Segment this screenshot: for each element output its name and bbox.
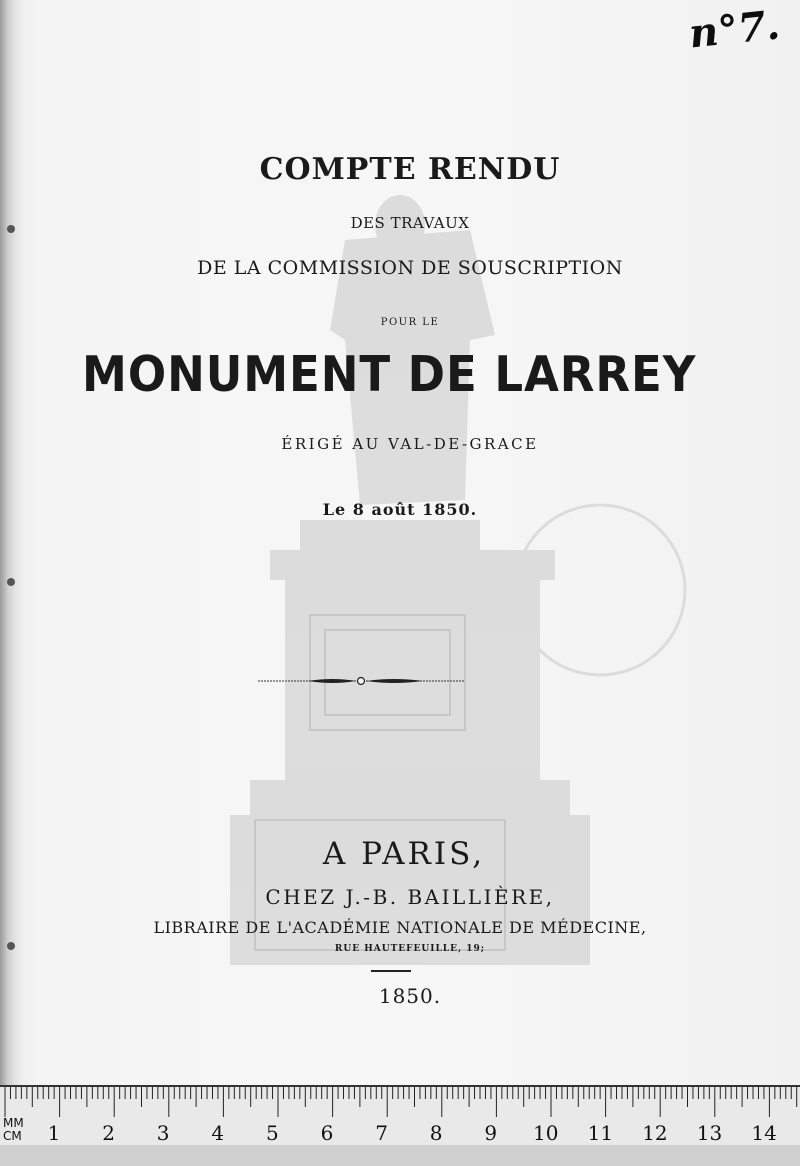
imprint-year: 1850. [378, 984, 442, 1008]
ruler-number: 9 [484, 1121, 498, 1145]
ruler-base [0, 1145, 800, 1166]
title-date: Le 8 août 1850. [322, 500, 478, 519]
title-des-travaux: DES TRAVAUX [350, 214, 470, 232]
imprint-role: LIBRAIRE DE L'ACADÉMIE NATIONALE DE MÉDECINE, [153, 918, 647, 937]
ruler-unit-cm: CM [3, 1129, 22, 1143]
ruler-number: 1 [47, 1121, 61, 1145]
handwritten-note: n°7. [686, 1, 783, 58]
ornament-divider [258, 674, 464, 688]
ruler-number: 2 [102, 1121, 115, 1145]
imprint-address: RUE HAUTEFEUILLE, 19; [334, 944, 486, 954]
imprint-rule [371, 970, 411, 972]
title-monument: MONUMENT DE LARREY [82, 346, 697, 403]
ruler-number: 12 [642, 1121, 668, 1145]
ruler-number: 7 [375, 1121, 388, 1145]
title-pour-le: POUR LE [380, 317, 440, 328]
ruler-number: 8 [429, 1121, 443, 1145]
title-commission: DE LA COMMISSION DE SOUSCRIPTION [197, 257, 623, 279]
title-compte-rendu: COMPTE RENDU [259, 152, 561, 187]
measurement-ruler [0, 1085, 800, 1166]
imprint-city: A PARIS, [322, 836, 486, 872]
ruler-number: 10 [533, 1121, 559, 1145]
ruler-number: 3 [156, 1121, 170, 1145]
ruler-number: 4 [211, 1121, 225, 1145]
imprint-publisher: CHEZ J.-B. BAILLIÈRE, [265, 885, 555, 909]
ruler-number: 14 [751, 1121, 777, 1145]
ruler-number: 5 [266, 1121, 279, 1145]
ruler-ticks [0, 1087, 800, 1130]
ruler-unit-mm: MM [3, 1116, 24, 1130]
title-erige: ÉRIGÉ AU VAL-DE-GRACE [281, 435, 539, 453]
ruler-number: 6 [320, 1121, 334, 1145]
ruler-number: 13 [696, 1121, 723, 1145]
ruler-number: 11 [587, 1121, 614, 1145]
